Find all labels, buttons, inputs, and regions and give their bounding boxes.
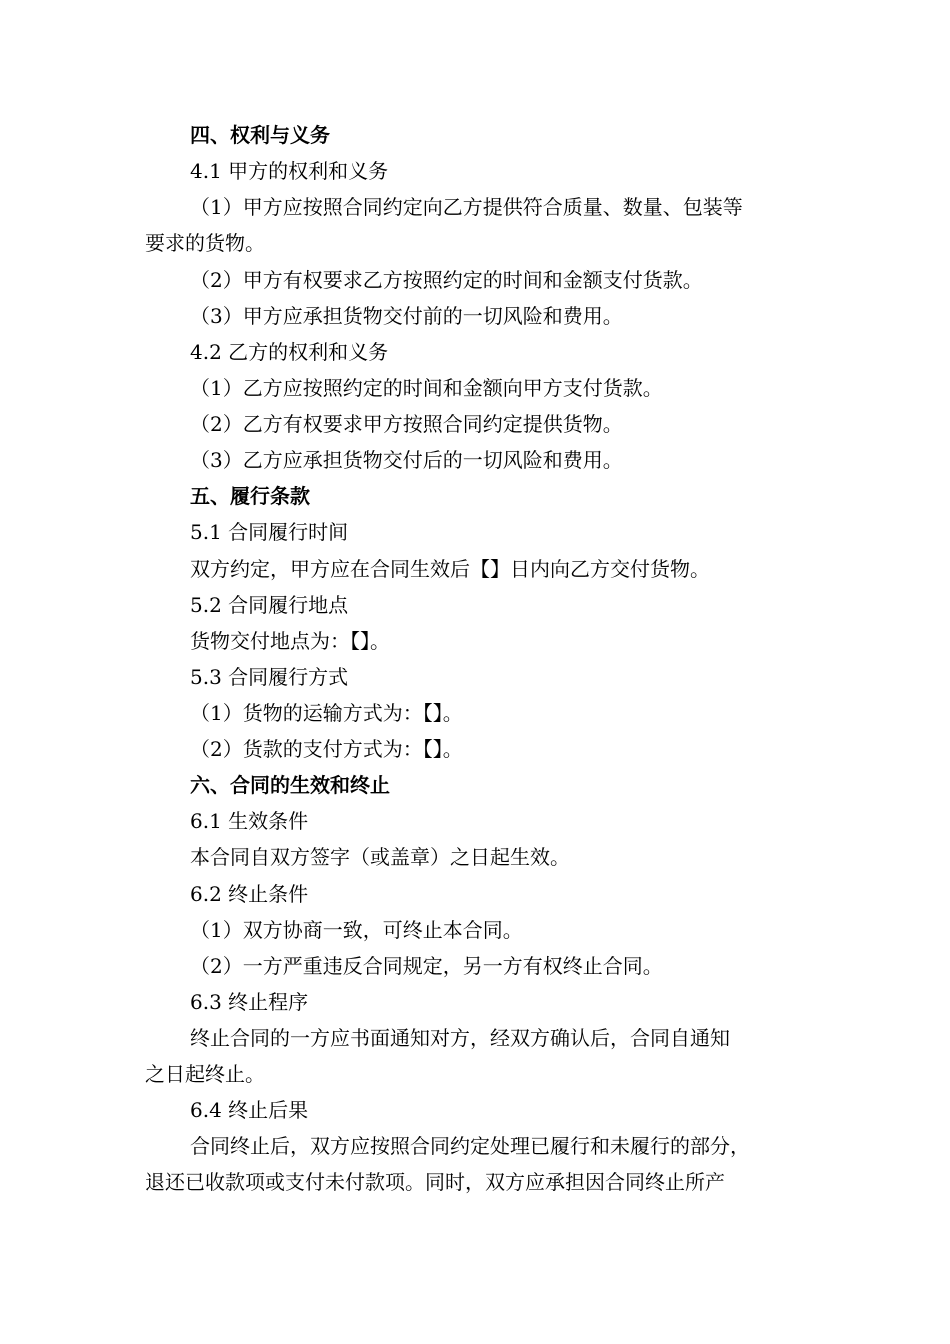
clause-4-1-item-1-line-1: （1）甲方应按照合同约定向乙方提供符合质量、数量、包装等 — [190, 195, 743, 219]
clause-5-2-text: 货物交付地点为：【】。 — [190, 629, 390, 653]
clause-4-2-item-2: （2）乙方有权要求甲方按照合同约定提供货物。 — [190, 412, 623, 436]
section-4-heading: 四、权利与义务 — [190, 123, 330, 147]
section-6-heading: 六、合同的生效和终止 — [190, 773, 390, 797]
clause-4-2-item-1: （1）乙方应按照约定的时间和金额向甲方支付货款。 — [190, 376, 663, 400]
clause-5-3-item-2: （2）货款的支付方式为：【】。 — [190, 737, 463, 761]
clause-5-3-title: 5.3 合同履行方式 — [190, 665, 349, 689]
clause-4-1-item-2: （2）甲方有权要求乙方按照约定的时间和金额支付货款。 — [190, 268, 703, 292]
clause-6-3-line-2: 之日起终止。 — [145, 1062, 265, 1086]
clause-6-1-text: 本合同自双方签字（或盖章）之日起生效。 — [190, 845, 570, 869]
section-5-heading: 五、履行条款 — [190, 484, 310, 508]
clause-5-2-title: 5.2 合同履行地点 — [190, 593, 349, 617]
clause-6-4-line-2: 退还已收款项或支付未付款项。同时，双方应承担因合同终止所产 — [145, 1170, 725, 1194]
clause-4-1-title: 4.1 甲方的权利和义务 — [190, 159, 389, 183]
clause-6-3-title: 6.3 终止程序 — [190, 990, 309, 1014]
clause-6-4-line-1: 合同终止后，双方应按照合同约定处理已履行和未履行的部分， — [190, 1134, 750, 1158]
clause-5-1-title: 5.1 合同履行时间 — [190, 520, 349, 544]
clause-6-3-line-1: 终止合同的一方应书面通知对方，经双方确认后，合同自通知 — [190, 1026, 730, 1050]
clause-6-2-item-2: （2）一方严重违反合同规定，另一方有权终止合同。 — [190, 954, 663, 978]
clause-4-2-item-3: （3）乙方应承担货物交付后的一切风险和费用。 — [190, 448, 623, 472]
clause-6-2-item-1: （1）双方协商一致，可终止本合同。 — [190, 918, 523, 942]
clause-6-2-title: 6.2 终止条件 — [190, 882, 309, 906]
clause-4-1-item-1-line-2: 要求的货物。 — [145, 231, 265, 255]
clause-4-1-item-3: （3）甲方应承担货物交付前的一切风险和费用。 — [190, 304, 623, 328]
clause-5-3-item-1: （1）货物的运输方式为：【】。 — [190, 701, 463, 725]
clause-4-2-title: 4.2 乙方的权利和义务 — [190, 340, 389, 364]
clause-6-1-title: 6.1 生效条件 — [190, 809, 309, 833]
clause-5-1-text: 双方约定，甲方应在合同生效后【】日内向乙方交付货物。 — [190, 557, 710, 581]
clause-6-4-title: 6.4 终止后果 — [190, 1098, 309, 1122]
